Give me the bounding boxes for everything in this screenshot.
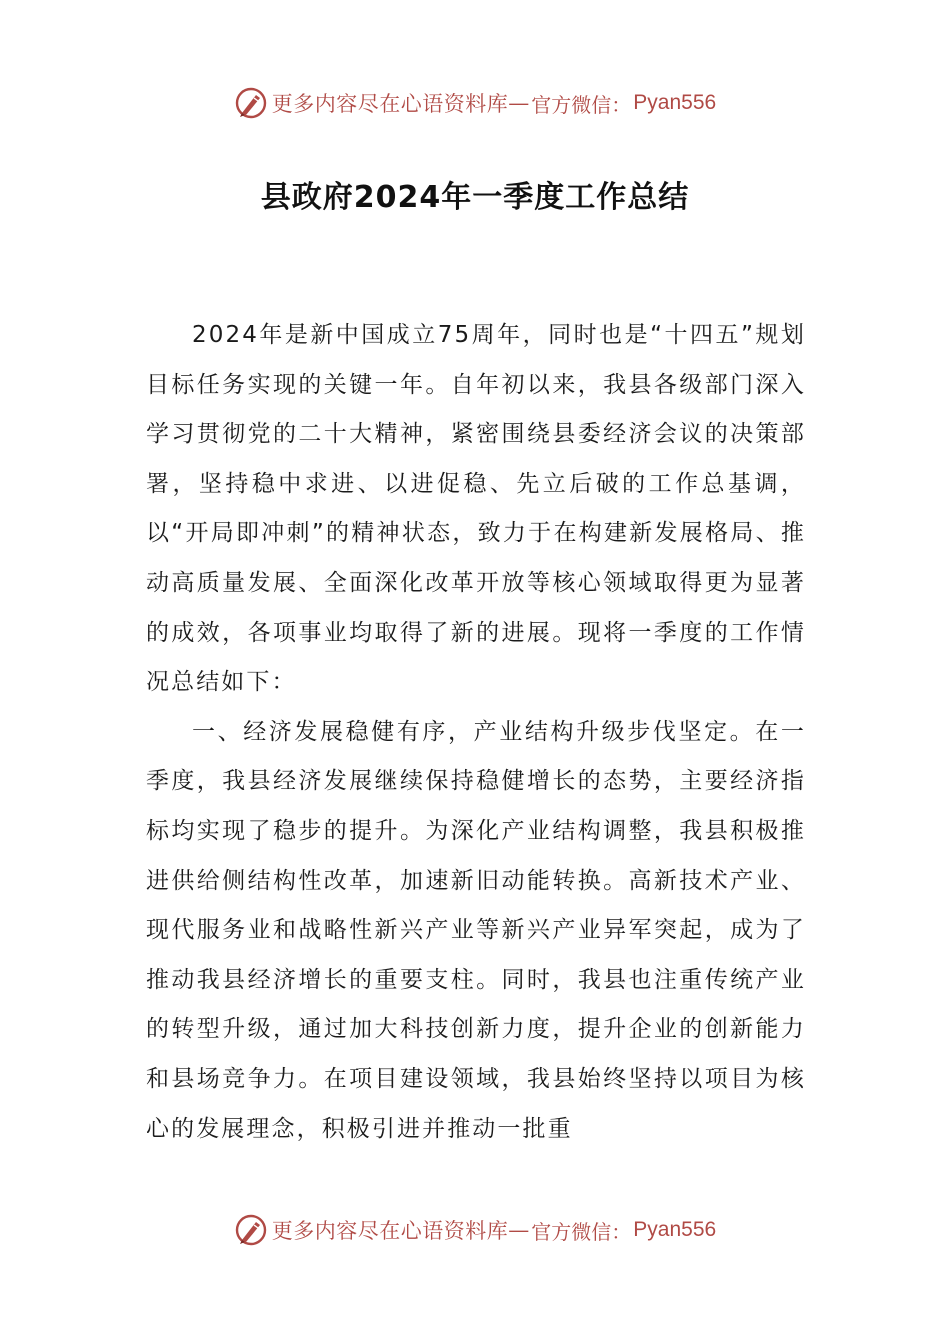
document-body (146, 311, 806, 1154)
banner-separator: — (508, 1218, 530, 1242)
banner-wechat-id: Pyan556 (633, 91, 717, 114)
banner-slogan: 更多内容尽在心语资料库 (271, 1219, 509, 1243)
pen-logo-icon (234, 1213, 268, 1247)
pen-logo-icon (234, 86, 268, 120)
banner-wechat-label: 官方微信： (531, 92, 632, 117)
header-banner (0, 83, 950, 123)
document-title: 县政府2024年一季度工作总结 (260, 180, 690, 215)
footer-banner (0, 1210, 950, 1250)
paragraph-intro: 2024年是新中国成立75周年，同时也是“十四五”规划目标任务实现的关键一年。自年初以来，我县各级部门深入学习贯彻党的二十大精神，紧密围绕县委经济会议的决策部署，坚持稳中求进、以进促稳、先立后破的工作总基调，以“开局即冲刺”的精神状态，致力于在构建新发展格局、推动高质量发展、全面深化改革开放等核心领域取得更为显著的成效，各项事业均取得了新的进展。现将一季度的工作情况总结如下： (146, 322, 806, 696)
banner-slogan: 更多内容尽在心语资料库 (271, 92, 509, 116)
paragraph-section-1: 一、经济发展稳健有序，产业结构升级步伐坚定。在一季度，我县经济发展继续保持稳健增长的态势，主要经济指标均实现了稳步的提升。为深化产业结构调整，我县积极推进供给侧结构性改革，加速新旧动能转换。高新技术产业、现代服务业和战略性新兴产业等新兴产业异军突起，成为了推动我县经济增长的重要支柱。同时，我县也注重传统产业的转型升级，通过加大科技创新力度，提升企业的创新能力和县场竞争力。在项目建设领域，我县始终坚持以项目为核心的发展理念，积极引进并推动一批重 (146, 718, 806, 1142)
banner-wechat-label: 官方微信： (531, 1219, 632, 1244)
banner-wechat-id: Pyan556 (633, 1218, 717, 1241)
banner-separator: — (508, 91, 530, 115)
